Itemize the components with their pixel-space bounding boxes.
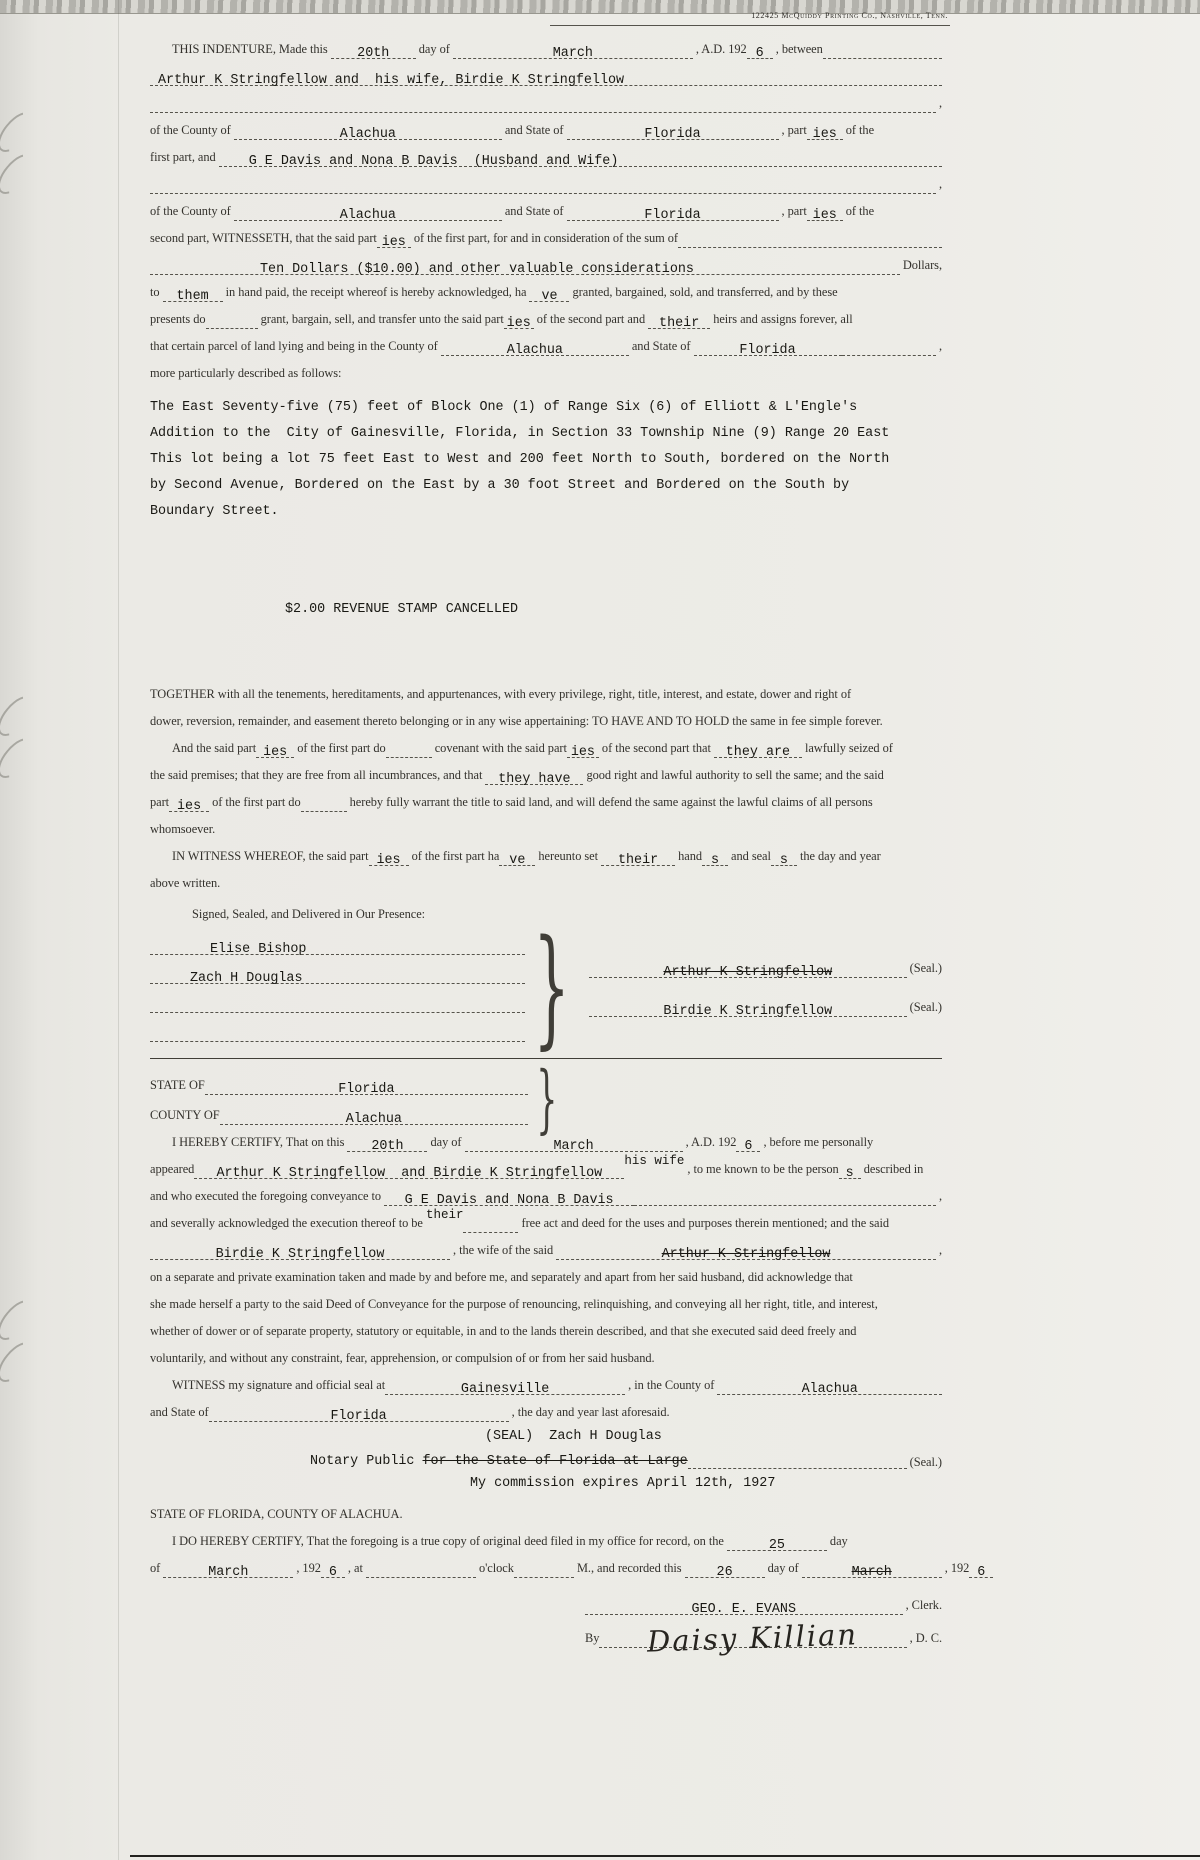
- typed-text: Boundary Street.: [150, 504, 279, 519]
- form-line: [150, 735, 942, 762]
- filled-blank: [589, 996, 907, 1017]
- printed-text: the said premises; that they are free from all incumbrances, and that: [150, 768, 486, 782]
- typed-fill: Birdie K Stringfellow: [215, 1247, 385, 1262]
- empty-blank: [150, 92, 936, 113]
- form-line: [150, 63, 942, 90]
- witness-brace: }: [533, 913, 570, 1062]
- form-line: [150, 117, 942, 144]
- form-line: [150, 360, 942, 387]
- filled-blank: [453, 38, 693, 59]
- typed-fill: 6: [744, 1139, 753, 1154]
- typed-fill: Florida: [338, 1082, 395, 1097]
- printed-text: and State of: [501, 123, 567, 137]
- typed-fill: Alachua: [506, 343, 563, 358]
- typed-fill: G E Davis and Nona B Davis (Husband and Wife): [248, 154, 619, 169]
- filled-blank: [150, 65, 942, 86]
- printed-text: of the: [842, 204, 875, 218]
- printed-text: , the day and year last aforesaid.: [508, 1405, 670, 1419]
- printed-text: lawfully seized of: [801, 741, 893, 755]
- typed-fill: Zach H Douglas: [190, 971, 303, 986]
- printed-text: ,: [935, 1243, 942, 1257]
- printer-rule: [550, 25, 950, 26]
- typed-fill: s: [779, 853, 788, 868]
- printed-text: hand: [675, 849, 702, 863]
- printed-text: grant, bargain, sell, and transfer unto the said part: [257, 312, 504, 326]
- printed-text: of the first part ha: [408, 849, 500, 863]
- typed-fill: Arthur K Stringfellow and his wife, Birdie K Stringfellow: [158, 73, 625, 88]
- form-line: [150, 1399, 942, 1426]
- printed-text: more particularly described as follows:: [150, 366, 342, 380]
- printed-text: that certain parcel of land lying and being in the County of: [150, 339, 441, 353]
- filled-blank: [194, 1158, 624, 1179]
- filled-blank: [150, 963, 525, 984]
- filled-blank: [234, 119, 502, 140]
- empty-blank: [688, 1448, 907, 1469]
- typed-fill: Gainesville: [460, 1382, 550, 1397]
- printed-text: first part, and: [150, 150, 219, 164]
- printed-text: in hand paid, the receipt whereof is hereby acknowledged, ha: [222, 285, 530, 299]
- printed-text: described in: [860, 1162, 924, 1176]
- typed-fill: Florida: [739, 343, 796, 358]
- printed-text: and State of: [501, 204, 567, 218]
- form-line: [150, 90, 942, 117]
- typed-text: Notary Public: [310, 1454, 423, 1469]
- printer-mark: 122425 McQuiddy Printing Co., Nashville, Tenn.: [751, 11, 948, 20]
- form-line: [150, 171, 942, 198]
- filled-blank: [163, 1557, 293, 1578]
- printed-text: of the: [842, 123, 875, 137]
- typed-fill: ies: [570, 745, 595, 760]
- printed-text: ,: [935, 96, 942, 110]
- printed-text: WITNESS my signature and official seal at: [172, 1378, 386, 1392]
- typed-insert-above-line: their: [425, 1208, 464, 1222]
- empty-blank: [678, 227, 942, 248]
- printed-text: , Clerk.: [902, 1598, 942, 1612]
- fold-line: [118, 0, 119, 1860]
- printed-text: day of: [415, 42, 453, 56]
- typed-fill: March: [553, 1139, 594, 1154]
- form-line: [150, 1555, 986, 1582]
- printed-text: o'clock: [475, 1561, 514, 1575]
- empty-blank: [206, 308, 258, 329]
- printed-text: of the County of: [150, 123, 234, 137]
- empty-blank: [150, 992, 525, 1013]
- typed-fill: Alachua: [345, 1112, 402, 1127]
- printed-text: of the County of: [150, 204, 234, 218]
- filled-blank: [589, 957, 907, 978]
- typed-fill: they have: [498, 772, 571, 787]
- typed-text: The East Seventy-five (75) feet of Block One (1) of Range Six (6) of Elliott & L'Engle's: [150, 400, 858, 415]
- typed-text: My commission expires April 12th, 1927: [470, 1476, 776, 1491]
- printed-text: day: [826, 1534, 848, 1548]
- printed-text: (Seal.): [906, 961, 942, 975]
- typed-fill: March: [208, 1565, 249, 1580]
- filled-blank: [567, 119, 779, 140]
- filled-blank: [802, 1557, 942, 1578]
- printed-text: Signed, Sealed, and Delivered in Our Presence:: [192, 907, 426, 921]
- printed-text: , 192: [293, 1561, 321, 1575]
- empty-blank: [842, 335, 936, 356]
- deed-body: [150, 36, 986, 1659]
- printed-text: , part: [778, 204, 807, 218]
- form-line: [150, 36, 942, 63]
- printed-text: and State of: [150, 1405, 209, 1419]
- printed-text: , 192: [941, 1561, 970, 1575]
- spacer: [150, 387, 942, 395]
- typed-fill: Florida: [644, 127, 701, 142]
- typed-fill: Alachua: [801, 1382, 858, 1397]
- form-line: [589, 955, 942, 982]
- printed-text: , the wife of the said: [450, 1243, 557, 1257]
- filled-blank: [150, 1239, 450, 1260]
- form-line: [150, 1237, 942, 1264]
- binding-mark: [0, 732, 41, 784]
- filled-blank: [685, 1557, 765, 1578]
- filled-blank: [377, 227, 411, 248]
- page-bottom-edge: [130, 1855, 1200, 1857]
- typed-text: for the State of Florida at Large: [422, 1454, 688, 1469]
- filled-blank: [567, 200, 779, 221]
- binding-mark: [0, 106, 41, 158]
- printed-text: granted, bargained, sold, and transferred, and by these: [569, 285, 838, 299]
- empty-blank: [301, 791, 347, 812]
- printed-text: Dollars,: [899, 258, 942, 272]
- form-line: [485, 1426, 942, 1448]
- filled-blank: [150, 254, 900, 275]
- typed-text: by Second Avenue, Bordered on the East by a 30 foot Street and Bordered on the South by: [150, 478, 850, 493]
- typed-fill: March: [851, 1565, 892, 1580]
- filled-blank: [736, 1131, 760, 1152]
- notary-certification-lines: [150, 1129, 986, 1659]
- printed-text: above written.: [150, 876, 221, 890]
- printed-text: of the second part that: [598, 741, 714, 755]
- filled-blank: [714, 737, 802, 758]
- filled-blank: [727, 1530, 827, 1551]
- filled-blank: [717, 1374, 942, 1395]
- printed-text: day of: [427, 1135, 465, 1149]
- printed-text: and seal: [728, 849, 771, 863]
- filled-blank: [441, 335, 629, 356]
- filled-blank: [205, 1074, 528, 1095]
- typed-fill: them: [176, 289, 209, 304]
- form-line: [150, 252, 942, 279]
- printed-text: TOGETHER with all the tenements, hereditaments, and appurtenances, with every privilege, right, title, interest, and estate, dower and right of: [150, 687, 852, 701]
- printed-text: day of: [764, 1561, 802, 1575]
- form-line: [150, 1501, 942, 1528]
- typed-fill: 6: [977, 1565, 986, 1580]
- filled-blank: [384, 1185, 634, 1206]
- filled-blank: [347, 1131, 427, 1152]
- printed-text: she made herself a party to the said Deed of Conveyance for the purpose of renouncing, relinquishing, and conveying all her right, title, and interest,: [150, 1297, 878, 1311]
- handwritten-signature: Daisy Killian: [646, 1617, 860, 1659]
- form-line: [150, 681, 942, 708]
- binding-mark: [0, 1336, 41, 1388]
- typed-fill: s: [845, 1166, 854, 1181]
- filled-blank: [369, 845, 409, 866]
- filled-blank: [556, 1239, 936, 1260]
- form-line: [150, 1069, 528, 1099]
- typed-fill: Alachua: [339, 208, 396, 223]
- typed-fill: Florida: [330, 1409, 387, 1424]
- venue-brace: }: [536, 1056, 558, 1142]
- form-line: [150, 816, 942, 843]
- typed-text: This lot being a lot 75 feet East to West and 200 feet North to South, bordered on the North: [150, 452, 890, 467]
- printed-text: STATE OF: [150, 1078, 205, 1092]
- typed-fill: Birdie K Stringfellow: [663, 1004, 833, 1019]
- filled-blank: [747, 38, 773, 59]
- printed-text: whomsoever.: [150, 822, 216, 836]
- typed-fill: ies: [177, 799, 202, 814]
- form-line: [150, 333, 942, 360]
- typed-fill: G E Davis and Nona B Davis: [404, 1193, 614, 1208]
- form-line: [150, 1345, 942, 1372]
- printed-text: STATE OF FLORIDA, COUNTY OF ALACHUA.: [150, 1507, 403, 1521]
- filled-blank: [694, 335, 842, 356]
- filled-blank: [219, 146, 942, 167]
- printed-text: , between: [772, 42, 823, 56]
- typed-fill: 6: [328, 1565, 337, 1580]
- printed-text: heirs and assigns forever, all: [710, 312, 853, 326]
- typed-text: (SEAL) Zach H Douglas: [485, 1429, 662, 1444]
- printed-text: And the said part: [172, 741, 257, 755]
- filled-blank: [499, 845, 535, 866]
- form-line: [150, 1318, 942, 1345]
- printed-text: I DO HEREBY CERTIFY, That the foregoing is a true copy of original deed filed in my office for record, on the: [172, 1534, 727, 1548]
- witness-column: [150, 930, 525, 1046]
- filled-blank: [599, 1617, 906, 1659]
- filled-blank: [771, 845, 797, 866]
- printed-text: of the second part and: [533, 312, 649, 326]
- printed-text: , A.D. 192: [682, 1135, 737, 1149]
- form-line: [150, 1156, 942, 1183]
- filled-blank: [702, 845, 728, 866]
- form-line: [150, 279, 942, 306]
- form-line: [150, 499, 942, 525]
- form-line: [310, 1448, 942, 1473]
- empty-blank: [366, 1557, 476, 1578]
- filled-blank: [256, 737, 294, 758]
- filled-blank: [169, 791, 209, 812]
- printed-text: part: [150, 795, 170, 809]
- printed-text: , part: [778, 123, 807, 137]
- printed-text: the day and year: [796, 849, 881, 863]
- typed-fill: Florida: [644, 208, 701, 223]
- form-line: [150, 1099, 528, 1129]
- printed-text: and severally acknowledged the execution thereof to be: [150, 1216, 426, 1230]
- printed-text: second part, WITNESSETH, that the said part: [150, 231, 377, 245]
- filled-blank: [807, 119, 843, 140]
- typed-fill: ies: [812, 208, 837, 223]
- printed-text: of the first part, for and in consideration of the sum of: [410, 231, 679, 245]
- printed-text: hereby fully warrant the title to said land, and will defend the same against the lawful claims of all persons: [346, 795, 873, 809]
- filled-blank: [567, 737, 599, 758]
- printed-text: dower, reversion, remainder, and easement thereto belonging or in any wise appertaining: TO HAVE AND TO HOLD the same in fee simple forever.: [150, 714, 883, 728]
- typed-fill: Arthur K Stringfellow: [663, 965, 833, 980]
- empty-blank: [150, 173, 936, 194]
- empty-blank: [514, 1557, 574, 1578]
- form-line: [150, 473, 942, 499]
- form-line: [150, 198, 942, 225]
- printed-text: presents do: [150, 312, 206, 326]
- typed-fill: March: [552, 46, 593, 61]
- filled-blank: [648, 308, 710, 329]
- form-line: [470, 1473, 942, 1495]
- binding-mark: [0, 690, 41, 742]
- form-line: [150, 1372, 942, 1399]
- form-line: [150, 1291, 942, 1318]
- filled-blank: [331, 38, 416, 59]
- typed-fill: Arthur K Stringfellow: [661, 1247, 831, 1262]
- spacer: [150, 623, 942, 681]
- printed-text: appeared: [150, 1162, 195, 1176]
- form-line: [150, 225, 942, 252]
- form-line: [150, 789, 942, 816]
- typed-fill: 26: [716, 1565, 733, 1580]
- filled-blank: [321, 1557, 345, 1578]
- form-line: [150, 1183, 942, 1210]
- printed-text: , at: [344, 1561, 366, 1575]
- printed-text: , in the County of: [625, 1378, 718, 1392]
- form-line: [150, 870, 942, 897]
- empty-blank: [823, 38, 942, 59]
- printed-text: (Seal.): [906, 1000, 942, 1014]
- filled-blank: [601, 845, 675, 866]
- typed-insert-above-line: his wife: [624, 1154, 685, 1168]
- typed-fill: GEO. E. EVANS: [691, 1602, 796, 1617]
- printed-text: THIS INDENTURE, Made this: [172, 42, 331, 56]
- printed-text: on a separate and private examination taken and made by and before me, and separately and apart from her said husband, did acknowledge that: [150, 1270, 853, 1284]
- typed-fill: Alachua: [339, 127, 396, 142]
- filled-blank: [585, 1594, 903, 1615]
- filled-blank: [485, 764, 583, 785]
- empty-blank: [463, 1212, 518, 1233]
- printed-text: to: [150, 285, 163, 299]
- form-line: [150, 988, 525, 1017]
- printed-text: good right and lawful authority to sell the same; and the said: [583, 768, 884, 782]
- typed-fill: their: [617, 853, 659, 868]
- printed-text: M., and recorded this: [573, 1561, 685, 1575]
- form-line: [150, 1264, 942, 1291]
- printed-text: COUNTY OF: [150, 1108, 220, 1122]
- empty-blank: [386, 737, 432, 758]
- typed-fill: ve: [509, 853, 526, 868]
- printed-text: ,: [935, 177, 942, 191]
- filled-blank: [209, 1401, 509, 1422]
- binding-mark: [0, 1294, 41, 1346]
- printed-text: , A.D. 192: [692, 42, 747, 56]
- form-line: [150, 930, 525, 959]
- printed-text: and State of: [628, 339, 694, 353]
- form-line: [585, 1592, 942, 1619]
- typed-fill: Arthur K Stringfellow and Birdie K Stringfellow: [216, 1166, 603, 1181]
- form-line: [150, 395, 942, 421]
- form-line: [150, 421, 942, 447]
- filled-blank: [529, 281, 569, 302]
- printed-text: of the first part do: [209, 795, 301, 809]
- typed-fill: Elise Bishop: [210, 942, 307, 957]
- printed-text: free act and deed for the uses and purposes therein mentioned; and the said: [518, 1216, 889, 1230]
- typed-text: Addition to the City of Gainesville, Florida, in Section 33 Township Nine (9) Range 20 East: [150, 426, 890, 441]
- form-line: [150, 1210, 942, 1237]
- empty-blank: [150, 1021, 525, 1042]
- form-line: [150, 762, 942, 789]
- printed-text: hereunto set: [535, 849, 602, 863]
- spacer: [150, 525, 942, 597]
- form-line: [150, 959, 525, 988]
- printed-text: By: [585, 1631, 600, 1645]
- grantor-signature-column: [589, 930, 942, 1046]
- form-line: [150, 306, 942, 333]
- empty-blank: [634, 1185, 936, 1206]
- form-line: [150, 144, 942, 171]
- venue-column: [150, 1069, 528, 1129]
- typed-text: $2.00 REVENUE STAMP CANCELLED: [285, 602, 519, 617]
- typed-fill: 20th: [371, 1139, 404, 1154]
- form-line: [150, 843, 942, 870]
- torn-paper-edge: [0, 0, 1200, 14]
- typed-fill: ies: [376, 853, 401, 868]
- form-line: [285, 597, 942, 623]
- filled-blank: [163, 281, 223, 302]
- filled-blank: [220, 1104, 528, 1125]
- printed-text: I HEREBY CERTIFY, That on this: [172, 1135, 348, 1149]
- printed-text: and who executed the foregoing conveyance to: [150, 1189, 385, 1203]
- printed-text: ,: [935, 339, 942, 353]
- filled-blank: [150, 934, 525, 955]
- deed-upper-lines: [150, 36, 942, 928]
- typed-fill: ies: [812, 127, 837, 142]
- filled-blank: [504, 308, 534, 329]
- filled-blank: [969, 1557, 993, 1578]
- binding-mark: [0, 148, 41, 200]
- typed-fill: ies: [263, 745, 288, 760]
- typed-fill: they are: [725, 745, 791, 760]
- printed-text: (Seal.): [906, 1455, 942, 1469]
- typed-fill: s: [710, 853, 720, 868]
- form-line: [150, 1017, 525, 1046]
- printed-text: of the first part do: [294, 741, 386, 755]
- typed-fill: 20th: [357, 46, 390, 61]
- printed-text: voluntarily, and without any constraint, fear, apprehension, or compulsion of or from her said husband.: [150, 1351, 655, 1365]
- form-line: [150, 1528, 942, 1555]
- printed-text: , before me personally: [760, 1135, 874, 1149]
- typed-fill: ies: [381, 235, 406, 250]
- printed-text: , to me known to be the person: [684, 1162, 839, 1176]
- typed-fill: Ten Dollars ($10.00) and other valuable considerations: [260, 262, 694, 277]
- printed-text: ,: [935, 1189, 942, 1203]
- filled-blank: [807, 200, 843, 221]
- printed-text: covenant with the said part: [431, 741, 567, 755]
- form-line: [589, 994, 942, 1021]
- printed-text: whether of dower or of separate property, statutory or equitable, in and to the lands therein described, and that she executed said deed freely and: [150, 1324, 857, 1338]
- form-line: [585, 1617, 942, 1659]
- form-line: [150, 708, 942, 735]
- typed-fill: ies: [506, 316, 531, 331]
- filled-blank: [839, 1158, 861, 1179]
- typed-fill: their: [659, 316, 700, 331]
- filled-blank: [385, 1374, 625, 1395]
- filled-blank: [234, 200, 502, 221]
- typed-fill: 25: [768, 1538, 785, 1553]
- spacer: [150, 1582, 942, 1592]
- form-line: [150, 447, 942, 473]
- typed-fill: 6: [755, 46, 764, 61]
- typed-fill: ve: [541, 289, 558, 304]
- printed-text: IN WITNESS WHEREOF, the said part: [172, 849, 369, 863]
- printed-text: , D. C.: [906, 1631, 942, 1645]
- printed-text: of: [150, 1561, 164, 1575]
